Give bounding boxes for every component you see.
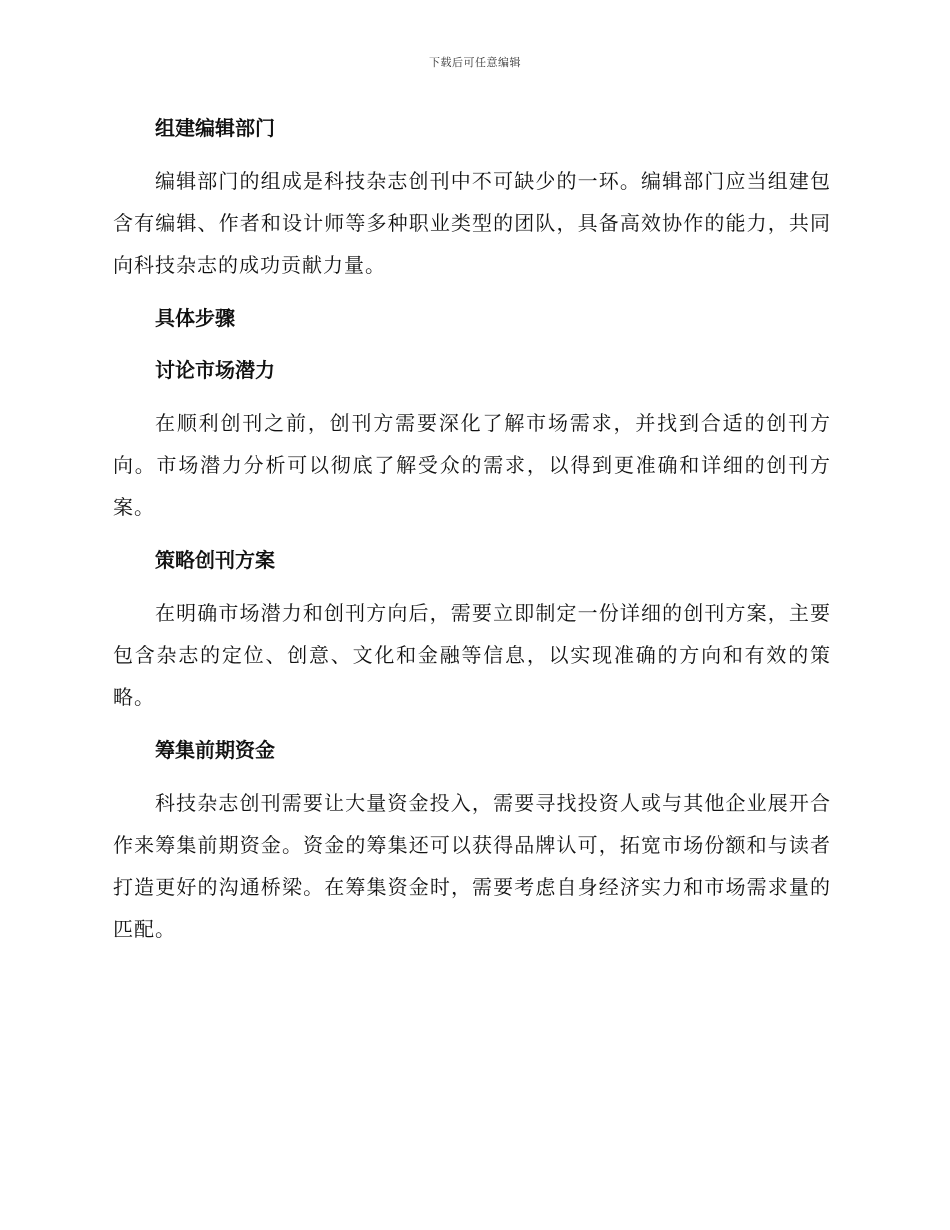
section-heading-raise-funds: 筹集前期资金 xyxy=(155,738,275,762)
section-heading-organize-editorial: 组建编辑部门 xyxy=(155,116,275,140)
page-header-note: 下载后可任意编辑 xyxy=(429,56,521,69)
section-heading-market-potential: 讨论市场潜力 xyxy=(155,358,275,382)
section-heading-steps: 具体步骤 xyxy=(155,306,235,330)
section-heading-launch-plan: 策略创刊方案 xyxy=(155,548,275,572)
paragraph-raise-funds: 科技杂志创刊需要让大量资金投入，需要寻找投资人或与其他企业展开合作来筹集前期资金。资金的筹集还可以获得品牌认可，拓宽市场份额和与读者打造更好的沟通桥梁。在筹集资金时，需要考虑自身经济实力和市场需求量的匹配。 xyxy=(113,791,831,941)
paragraph-market-potential: 在顺利创刊之前，创刊方需要深化了解市场需求，并找到合适的创刊方向。市场潜力分析可以彻底了解受众的需求，以得到更准确和详细的创刊方案。 xyxy=(113,411,831,519)
paragraph-launch-plan: 在明确市场潜力和创刊方向后，需要立即制定一份详细的创刊方案，主要包含杂志的定位、创意、文化和金融等信息，以实现准确的方向和有效的策略。 xyxy=(113,601,831,709)
document-body xyxy=(113,108,831,962)
paragraph-editorial-team: 编辑部门的组成是科技杂志创刊中不可缺少的一环。编辑部门应当组建包含有编辑、作者和设计师等多种职业类型的团队，具备高效协作的能力，共同向科技杂志的成功贡献力量。 xyxy=(113,169,831,277)
